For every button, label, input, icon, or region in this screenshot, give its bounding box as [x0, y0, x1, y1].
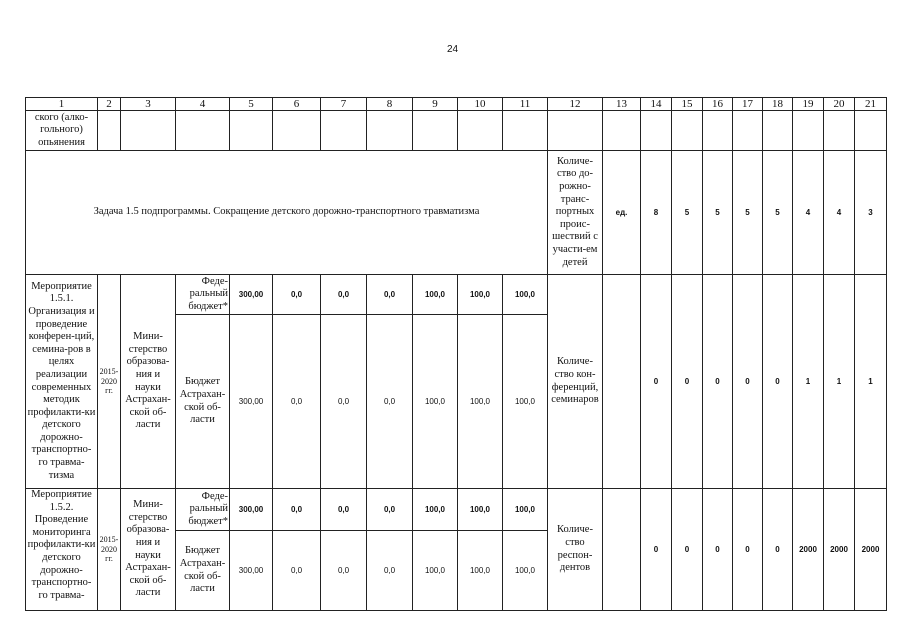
measure-value: 0 — [763, 275, 793, 489]
measure-value: 1 — [824, 275, 855, 489]
task-row — [26, 151, 887, 275]
measure-value: 0 — [672, 489, 703, 611]
measure-value: 1 — [793, 275, 824, 489]
measure-name: Мероприятие 1.5.2. Проведение мониторинга профилакти-ки детского дорожно-транспортно-го травма- — [26, 489, 98, 611]
task-value: 3 — [855, 151, 887, 275]
funding-value: 0,0 — [321, 275, 367, 315]
measure-value: 2000 — [855, 489, 887, 611]
funding-value: 100,0 — [413, 275, 458, 315]
funding-value: 100,0 — [503, 275, 548, 315]
funding-value: 0,0 — [273, 315, 321, 489]
column-number: 2 — [98, 98, 121, 111]
measure-value: 0 — [641, 489, 672, 611]
measure-unit — [603, 275, 641, 489]
funding-value: 0,0 — [367, 275, 413, 315]
funding-value: 300,00 — [230, 315, 273, 489]
column-number: 9 — [413, 98, 458, 111]
funding-source: Бюджет Астрахан-ской об-ласти — [176, 531, 230, 611]
continuation-row — [26, 111, 887, 151]
column-number: 15 — [672, 98, 703, 111]
measure-name: Мероприятие 1.5.1. Организация и проведение конферен-ций, семина-ров в целях реализации современных методик профилакти-ки детского дорожно-транспортно-го травма-тизма — [26, 275, 98, 489]
funding-value: 0,0 — [273, 531, 321, 611]
column-number: 19 — [793, 98, 824, 111]
column-number: 14 — [641, 98, 672, 111]
task-value: 5 — [763, 151, 793, 275]
column-number: 17 — [733, 98, 763, 111]
funding-value: 100,0 — [413, 489, 458, 531]
task-value: 8 — [641, 151, 672, 275]
task-title: Задача 1.5 подпрограммы. Сокращение детского дорожно-транспортного травматизма — [26, 151, 548, 275]
measure-row — [26, 275, 887, 315]
task-unit: ед. — [603, 151, 641, 275]
task-value: 5 — [672, 151, 703, 275]
funding-value: 100,0 — [413, 315, 458, 489]
measure-value: 1 — [855, 275, 887, 489]
task-indicator: Количе-ство до-рожно-транс-портных проис-шествий с участи-ем детей — [548, 151, 603, 275]
column-number: 1 — [26, 98, 98, 111]
funding-value: 100,0 — [458, 275, 503, 315]
funding-value: 100,0 — [413, 531, 458, 611]
funding-value: 100,0 — [458, 489, 503, 531]
column-number: 8 — [367, 98, 413, 111]
measure-value: 0 — [703, 489, 733, 611]
funding-value: 100,0 — [503, 489, 548, 531]
measure-executor: Мини-стерство образова-ния и науки Астрахан-ской об-ласти — [121, 275, 176, 489]
measure-value: 0 — [641, 275, 672, 489]
funding-value: 0,0 — [321, 315, 367, 489]
funding-value: 0,0 — [273, 489, 321, 531]
measure-executor: Мини-стерство образова-ния и науки Астрахан-ской об-ласти — [121, 489, 176, 611]
page-number: 24 — [446, 44, 459, 55]
funding-value: 0,0 — [321, 531, 367, 611]
column-number: 4 — [176, 98, 230, 111]
column-number: 16 — [703, 98, 733, 111]
funding-value: 100,0 — [503, 315, 548, 489]
measure-period: 2015-2020 гг. — [98, 275, 121, 489]
funding-value: 0,0 — [367, 489, 413, 531]
continuation-text: ского (алко-гольного) опьянения — [26, 111, 98, 151]
measure-unit — [603, 489, 641, 611]
measure-indicator: Количе-ство кон-ференций, семинаров — [548, 275, 603, 489]
column-number: 5 — [230, 98, 273, 111]
column-number: 18 — [763, 98, 793, 111]
column-number: 12 — [548, 98, 603, 111]
funding-value: 300,00 — [230, 275, 273, 315]
task-value: 4 — [824, 151, 855, 275]
funding-value: 300,00 — [230, 531, 273, 611]
funding-value: 300,00 — [230, 489, 273, 531]
funding-value: 100,0 — [458, 315, 503, 489]
funding-value: 0,0 — [321, 489, 367, 531]
measure-value: 0 — [763, 489, 793, 611]
measure-indicator: Количе-ство респон-дентов — [548, 489, 603, 611]
measure-period: 2015-2020 гг. — [98, 489, 121, 611]
column-number: 6 — [273, 98, 321, 111]
column-number: 11 — [503, 98, 548, 111]
funding-source: Бюджет Астрахан-ской об-ласти — [176, 315, 230, 489]
funding-source: Феде-ральный бюджет* — [176, 489, 230, 531]
funding-value: 0,0 — [367, 315, 413, 489]
task-value: 4 — [793, 151, 824, 275]
program-table — [25, 97, 887, 611]
measure-value: 0 — [672, 275, 703, 489]
measure-row — [26, 489, 887, 531]
column-number: 13 — [603, 98, 641, 111]
column-number: 7 — [321, 98, 367, 111]
column-number: 20 — [824, 98, 855, 111]
measure-value: 2000 — [824, 489, 855, 611]
column-number: 3 — [121, 98, 176, 111]
funding-value: 100,0 — [458, 531, 503, 611]
column-number-row — [26, 98, 887, 111]
column-number: 10 — [458, 98, 503, 111]
measure-value: 0 — [733, 275, 763, 489]
funding-value: 0,0 — [367, 531, 413, 611]
funding-source: Феде-ральный бюджет* — [176, 275, 230, 315]
funding-value: 100,0 — [503, 531, 548, 611]
column-number: 21 — [855, 98, 887, 111]
task-value: 5 — [703, 151, 733, 275]
funding-value: 0,0 — [273, 275, 321, 315]
measure-value: 2000 — [793, 489, 824, 611]
measure-value: 0 — [733, 489, 763, 611]
task-value: 5 — [733, 151, 763, 275]
measure-value: 0 — [703, 275, 733, 489]
